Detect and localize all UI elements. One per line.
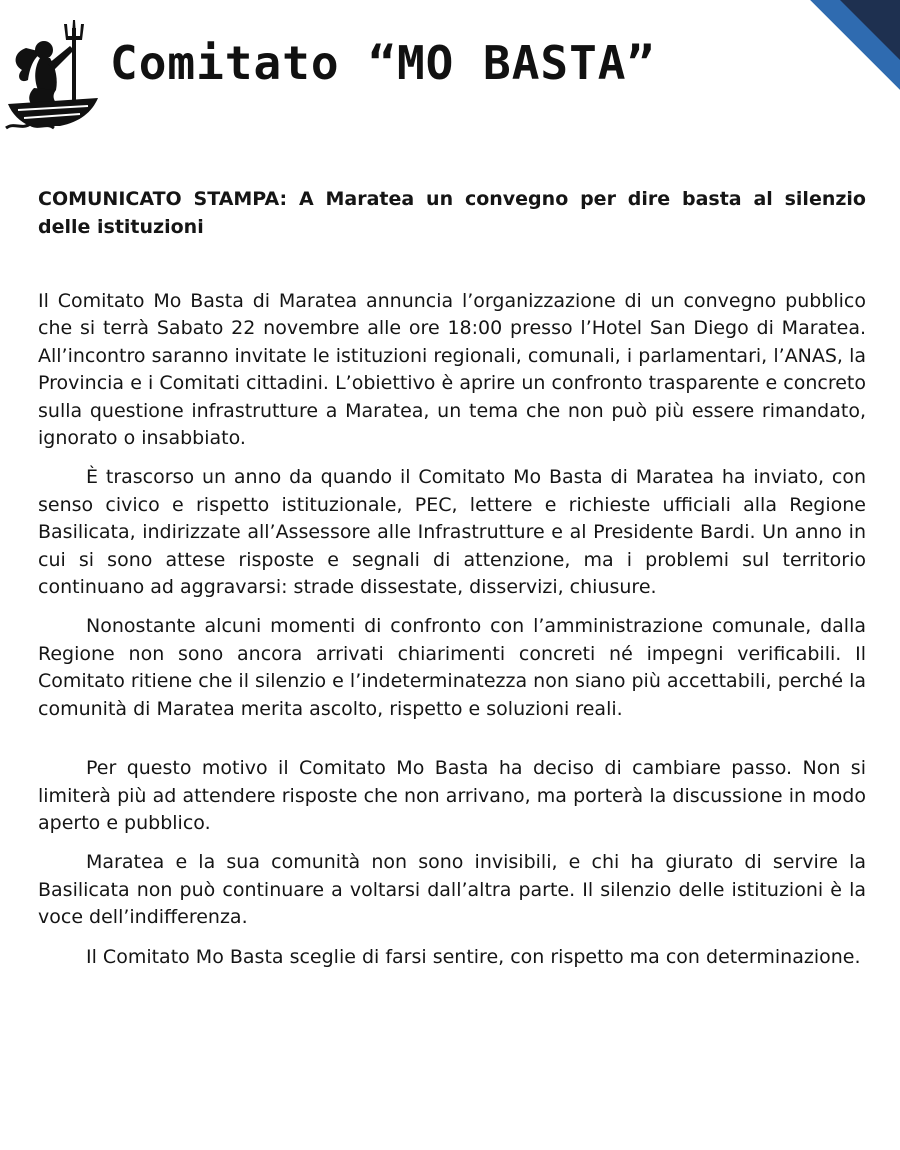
press-release-headline: [38, 185, 866, 241]
paragraph-history: È trascorso un anno da quando il Comitato Mo Basta di Maratea ha inviato, con senso civico e rispetto istituzionale, PEC, lettere e richieste ufficiali alla Regione Basilicata, indirizzate all’Assessore alle Infrastrutture e al Presidente Bardi. Un anno in cui si sono attese risposte e segnali di attenzione, ma i problemi sul territorio continuano ad aggravarsi: strade dissestate, disservizi, chiusure.: [38, 466, 866, 599]
page-title: Comitato “MO BASTA”: [110, 36, 656, 90]
paragraph-region-silence: Nonostante alcuni momenti di confronto con l’amministrazione comunale, dalla Regione non sono ancora arrivati chiarimenti concreti né impegni verificabili. Il Comitato ritiene che il silenzio e l’indeterminatezza non siano più accettabili, perché la comunità di Maratea merita ascolto, rispetto e soluzioni reali.: [38, 615, 866, 720]
paragraph-closing: Il Comitato Mo Basta sceglie di farsi sentire, con rispetto ma con determinazione.: [86, 945, 861, 968]
press-release-body: [38, 288, 866, 971]
headline-label: COMUNICATO STAMPA:: [38, 188, 288, 210]
paragraph-announcement: Il Comitato Mo Basta di Maratea annuncia l’organizzazione di un convegno pubblico che si terrà Sabato 22 novembre alle ore 18:00 presso l’Hotel San Diego di Maratea. All’incontro saranno invitate le istituzioni regionali, comunali, i parlamentari, l’ANAS, la Provincia e i Comitati cittadini. L’obiettivo è aprire un confronto trasparente e concreto sulla questione infrastrutture a Maratea, un tema che non può più essere rimandato, ignorato o insabbiato.: [38, 290, 866, 450]
mermaid-trident-boat-icon: [4, 18, 102, 130]
paragraph-change-pace: Per questo motivo il Comitato Mo Basta ha deciso di cambiare passo. Non si limiterà più ad attendere risposte che non arrivano, ma porterà la discussione in modo aperto e pubblico.: [38, 757, 866, 834]
headline-text: A Maratea un convegno per dire basta al silenzio delle istituzioni: [38, 188, 866, 238]
corner-ribbon-decoration: [780, 0, 900, 120]
paragraph-community: Maratea e la sua comunità non sono invisibili, e chi ha giurato di servire la Basilicata non può continuare a voltarsi dall’altra parte. Il silenzio delle istituzioni è la voce dell’indifferenza.: [38, 851, 866, 929]
